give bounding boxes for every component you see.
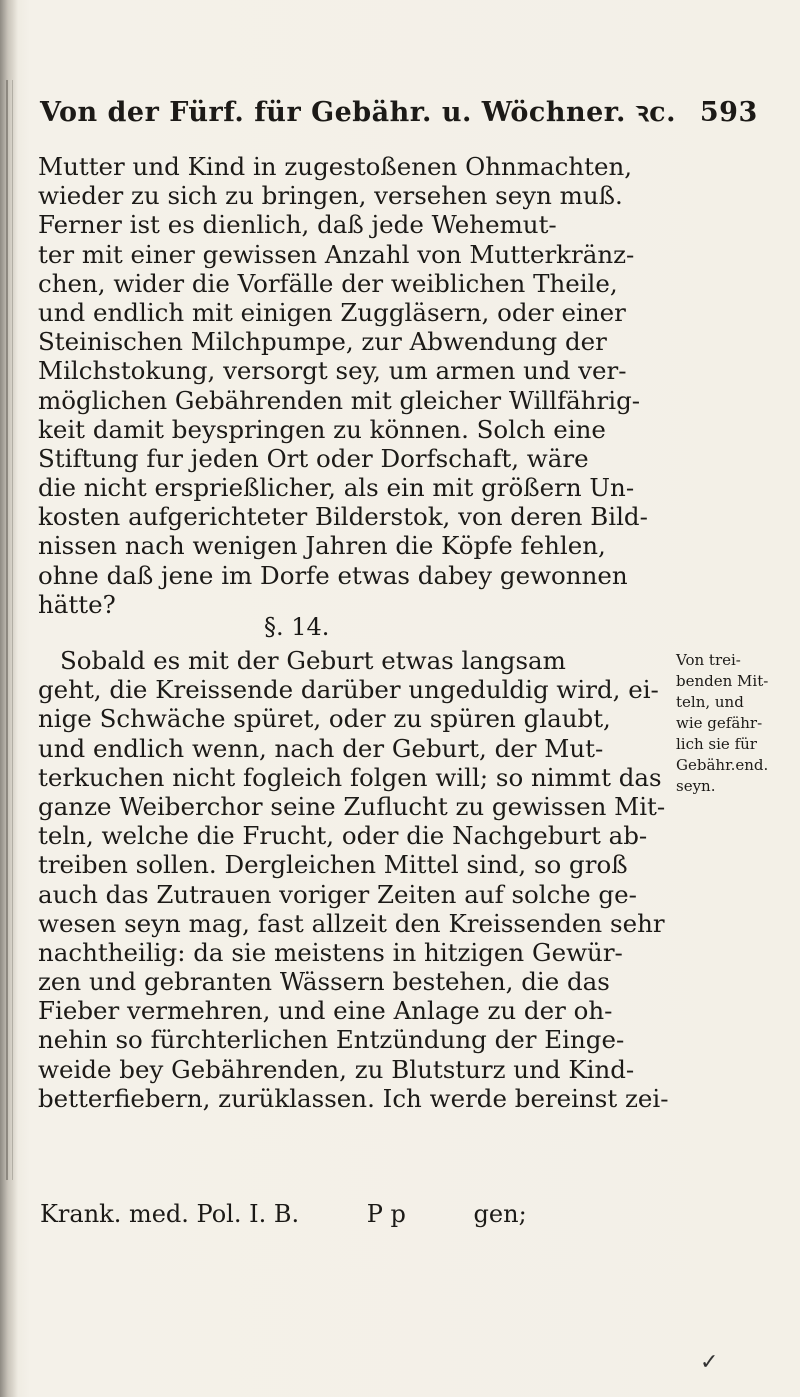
text-line: teln, welche die Frucht, oder die Nachgeburt ab- [38,821,648,851]
text-line: Milchstokung, versorgt sey, um armen und ver- [38,356,627,386]
text-line: und endlich mit einigen Zuggläsern, oder einer [38,297,626,327]
text-line: zen und gebranten Wässern bestehen, die das [38,967,610,997]
page-number: 593 [699,97,758,128]
text-line: möglichen Gebährenden mit gleicher Willfährig- [38,385,641,415]
margin-note-line: teln, und [676,693,744,711]
text-line: Mutter und Kind in zugestoßenen Ohnmachten, [38,152,633,181]
text-line: geht, die Kreissende darüber ungeduldig wird, ei- [38,675,659,705]
text-line: treiben sollen. Dergleichen Mittel sind, so groß [38,850,628,880]
text-line: Steinischen Milchpumpe, zur Abwendung der [38,327,607,357]
margin-note-line: benden Mit- [676,672,769,690]
text-line: ganze Weiberchor seine Zuflucht zu gewissen Mit- [38,791,666,821]
signature-title: Krank. med. Pol. I. B. [40,1200,300,1228]
text-line: Sobald es mit der Geburt etwas langsam [60,646,566,675]
text-line: nehin so fürchterlichen Entzündung der Einge- [38,1025,625,1055]
page-edge-lines [6,80,13,1180]
text-line: die nicht ersprießlicher, als ein mit größern Un- [38,473,635,503]
text-line: kosten aufgerichteter Bilderstok, von deren Bild- [38,502,648,532]
signature-mark: P p [366,1200,406,1228]
text-line: ohne daß jene im Dorfe etwas dabey gewonnen [38,560,628,590]
text-line: hätte? [38,589,116,619]
margin-note-line: seyn. [676,777,716,795]
paragraph-2 [38,646,669,1113]
text-line: Stiftung fur jeden Ort oder Dorfschaft, wäre [38,443,589,473]
text-line: weide bey Gebährenden, zu Blutsturz und Kind- [38,1054,635,1084]
margin-note-line: Gebähr.end. [676,756,769,774]
text-line: terkuchen nicht fogleich folgen will; so nimmt das [38,762,662,792]
text-line: wesen seyn mag, fast allzeit den Kreissenden sehr [38,908,665,938]
text-line: Ferner ist es dienlich, daß jede Wehemut- [38,210,557,240]
running-header [40,92,758,129]
text-line: nachtheilig: da sie meistens in hitzigen Gewür- [38,937,623,967]
margin-note-line: lich sie für [676,735,757,753]
text-line: ter mit einer gewissen Anzahl von Mutterkränz- [38,239,635,269]
text-line: wieder zu sich zu bringen, versehen seyn muß. [38,181,623,211]
margin-note-line: wie gefähr- [676,714,763,732]
margin-note [676,650,796,797]
text-line: nissen nach wenigen Jahren die Köpfe fehlen, [38,531,606,561]
text-line: chen, wider die Vorfälle der weiblichen Theile, [38,268,618,298]
text-line: auch das Zutrauen voriger Zeiten auf solche ge- [38,879,637,909]
section-mark: §. 14. [264,613,330,641]
margin-note-line: Von trei- [676,651,741,669]
text-line: keit damit beyspringen zu können. Solch eine [38,414,606,444]
paragraph-1 [38,152,648,619]
text-line: nige Schwäche spüret, oder zu spüren glaubt, [38,704,611,734]
text-line: Fieber vermehren, und eine Anlage zu der oh- [38,996,613,1026]
page-footer [40,1200,600,1228]
catchword: gen; [473,1200,527,1228]
text-line: und endlich wenn, nach der Geburt, der Mut- [38,733,604,763]
running-title: Von der Fürf. für Gebähr. u. Wöchner. ꝛc. [40,97,676,128]
pencil-tick-mark: ✓ [700,1350,719,1375]
text-line: betterfiebern, zurüklassen. Ich werde bereinst zei- [38,1083,669,1113]
